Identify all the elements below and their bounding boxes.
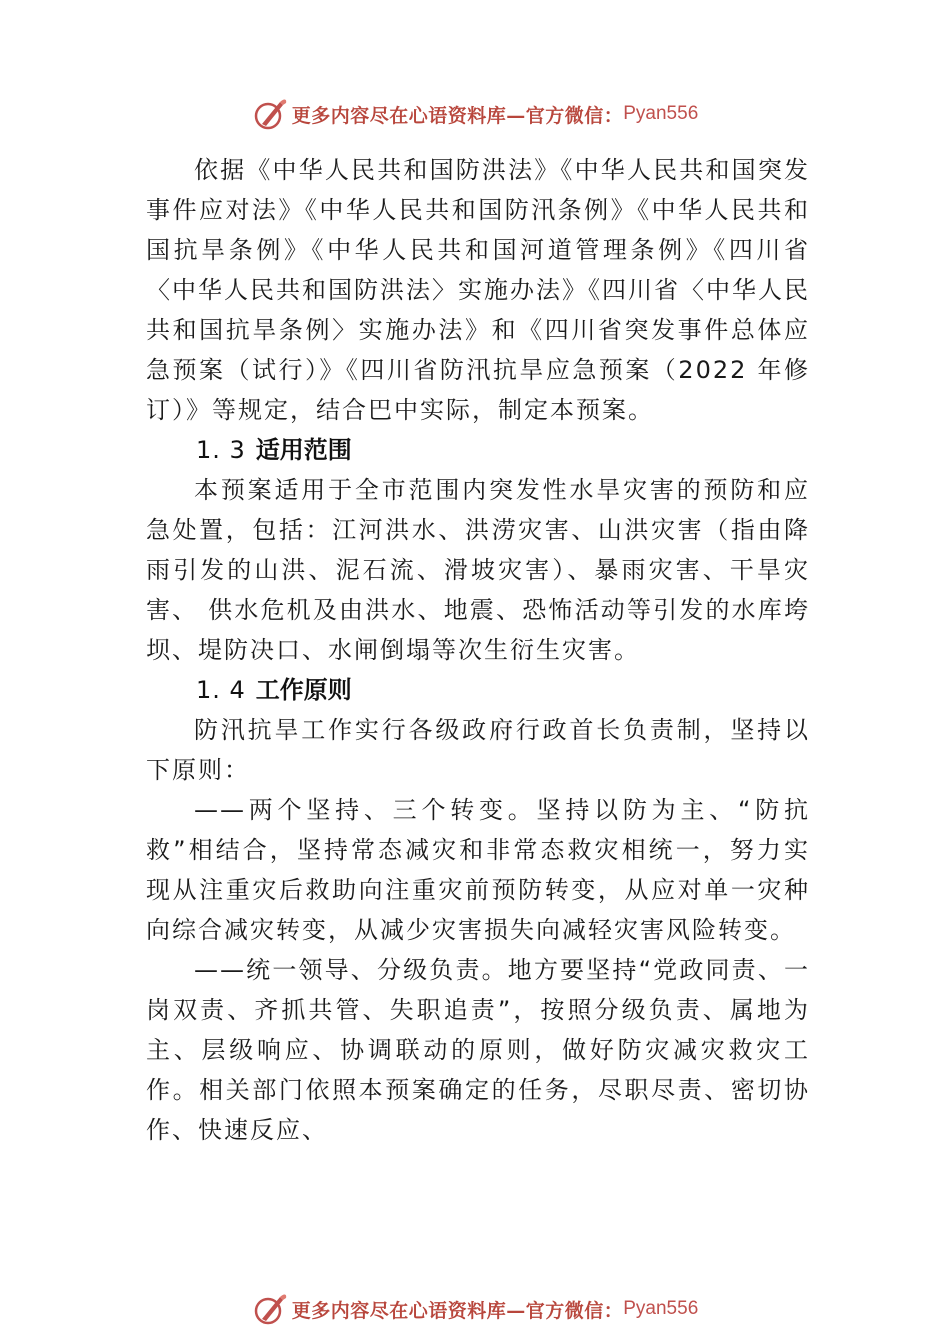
paragraph-principle-2: ——统一领导、分级负责。地方要坚持“党政同责、一岗双责、齐抓共管、失职追责”，按照分级负责、属地为主、层级响应、协调联动的原则，做好防灾减灾救灾工作。相关部门依照本预案确定的任务，尽职尽责、密切协作、快速反应、 — [146, 956, 810, 1144]
section-heading-1-4 — [146, 670, 810, 710]
section-title: 适用范围 — [255, 436, 352, 464]
document-body — [146, 150, 810, 1150]
paragraph-scope: 本预案适用于全市范围内突发性水旱灾害的预防和应急处置，包括：江河洪水、洪涝灾害、山洪灾害（指由降雨引发的山洪、泥石流、滑坡灾害）、暴雨灾害、干旱灾害、 供水危机及由洪水、地震、恐怖活动等引发的水库垮坝、堤防决口、水闸倒塌等次生衍生灾害。 — [146, 476, 810, 664]
section-number: 1. 3 — [196, 436, 246, 464]
watermark-id: Pyan556 — [623, 103, 699, 124]
watermark-id: Pyan556 — [623, 1298, 699, 1319]
paragraph-basis: 依据《中华人民共和国防洪法》《中华人民共和国突发事件应对法》《中华人民共和国防汛条例》《中华人民共和国抗旱条例》《中华人民共和国河道管理条例》《四川省〈中华人民共和国防洪法〉实施办法》《四川省〈中华人民共和国抗旱条例〉实施办法》和《四川省突发事件总体应急预案（试行）》《四川省防汛抗旱应急预案（2022 年修订）》等规定，结合巴中实际，制定本预案。 — [146, 156, 810, 424]
watermark-text: 更多内容尽在心语资料库—官方微信： — [291, 104, 624, 127]
quill-logo-icon — [252, 1291, 288, 1327]
watermark-banner-bottom — [0, 1289, 950, 1329]
paragraph-principles-intro: 防汛抗旱工作实行各级政府行政首长负责制，坚持以下原则： — [146, 716, 810, 784]
watermark-banner-top — [0, 94, 950, 134]
section-heading-1-3 — [146, 430, 810, 470]
watermark-text: 更多内容尽在心语资料库—官方微信： — [291, 1299, 624, 1322]
quill-logo-icon — [252, 96, 288, 132]
paragraph-principle-1: ——两个坚持、三个转变。坚持以防为主、“防抗救”相结合，坚持常态减灾和非常态救灾相统一，努力实现从注重灾后救助向注重灾前预防转变，从应对单一灾种向综合减灾转变，从减少灾害损失向减轻灾害风险转变。 — [146, 796, 810, 944]
section-title: 工作原则 — [255, 676, 352, 704]
section-number: 1. 4 — [196, 676, 246, 704]
